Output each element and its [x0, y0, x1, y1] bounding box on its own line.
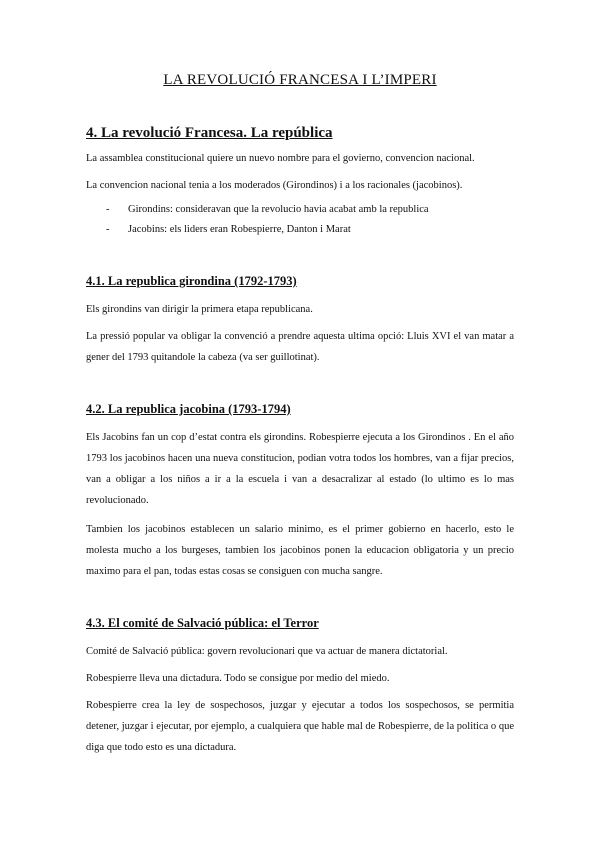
section-4-2-paragraph: Els Jacobins fan un cop d’estat contra els girondins. Robespierre ejecuta a los Girondinos . En el año 1793 los jacobinos hacen una nueva constitucion, podian votra todos los hombres, van a fijar precios, van a obligar a los niños a ir a la escuela i van a desacralizar al estado (lo ultimo es lo mas revolucionado.	[86, 432, 514, 506]
section-4-heading: 4. La revolució Francesa. La república	[86, 125, 333, 141]
dash-bullet-icon: -	[106, 204, 110, 215]
document-title: LA REVOLUCIÓ FRANCESA I L’IMPERI	[163, 72, 437, 88]
section-4-3-paragraph: Robespierre crea la ley de sospechosos, juzgar y ejecutar a todos los sospechosos, se permitia detener, juzgar i ejecutar, por ejemplo, a cualquiera que hable mal de Robespierre, de la politica o que diga que todo esto es una dictadura.	[86, 700, 514, 753]
section-4-bullet-list	[86, 200, 514, 240]
section-4-1-paragraph: La pressió popular va obligar la convenció a prendre aquesta ultima opció: Lluis XVI el van matar a gener del 1793 quitandole la cabeza (va ser guillotinat).	[86, 331, 514, 363]
section-4-2-heading: 4.2. La republica jacobina (1793-1794)	[86, 402, 291, 416]
section-4-paragraph: La assamblea constitucional quiere un nuevo nombre para el govierno, convencion nacional.	[86, 153, 475, 164]
section-4-3-paragraph: Robespierre lleva una dictadura. Todo se consigue por medio del miedo.	[86, 673, 390, 684]
section-4-1-heading: 4.1. La republica girondina (1792-1793)	[86, 274, 297, 288]
section-4-3-heading: 4.3. El comité de Salvació pública: el Terror	[86, 616, 319, 630]
bullet-item: - Jacobins: els liders eran Robespierre, Danton i Marat	[106, 220, 514, 240]
section-4-3-paragraph: Comité de Salvació pública: govern revolucionari que va actuar de manera dictatorial.	[86, 646, 448, 657]
bullet-item: - Girondins: consideravan que la revolucio havia acabat amb la republica	[106, 200, 514, 220]
section-4-2-paragraph: Tambien los jacobinos establecen un salario minimo, es el primer gobierno en hacerlo, esto le molesta mucho a los burgeses, tambien los jacobinos ponen la educacion obligatoria y un precio maximo para el pan, todas estas cosas se consiguen con mucha sangre.	[86, 524, 514, 577]
section-4-paragraph: La convencion nacional tenia a los moderados (Girondinos) i a los racionales (jacobinos).	[86, 180, 463, 191]
dash-bullet-icon: -	[106, 224, 110, 235]
section-4-1-paragraph: Els girondins van dirigir la primera etapa republicana.	[86, 304, 313, 315]
